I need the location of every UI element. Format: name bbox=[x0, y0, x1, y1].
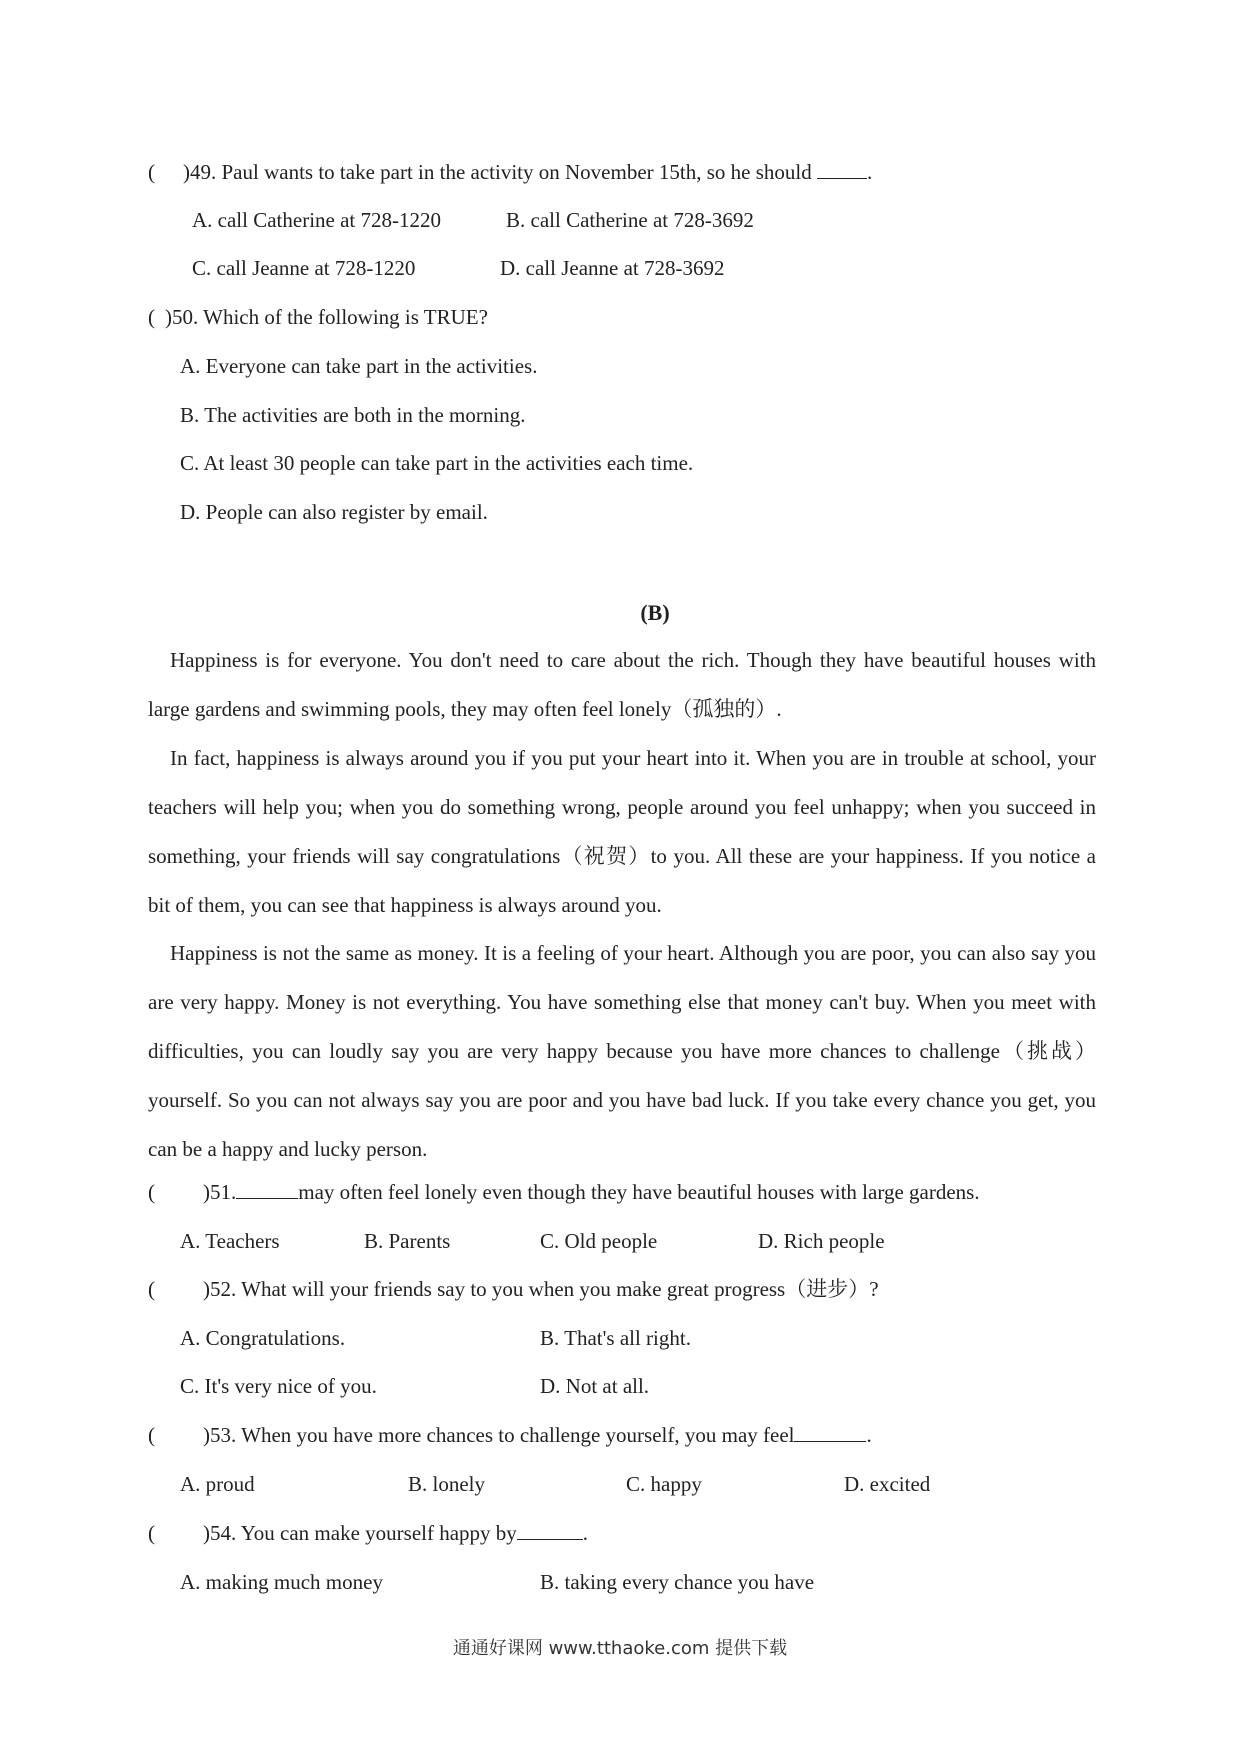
q52-option-d: D. Not at all. bbox=[540, 1374, 650, 1398]
passage-paragraph-3 bbox=[148, 929, 1096, 1174]
question-54-text: 54. You can make yourself happy by bbox=[210, 1521, 517, 1545]
q51-option-d: D. Rich people bbox=[758, 1229, 885, 1253]
q49-option-b: B. call Catherine at 728-3692 bbox=[506, 208, 754, 232]
question-53 bbox=[148, 1421, 872, 1449]
answer-paren-open: ( bbox=[148, 305, 155, 329]
q51-option-a: A. Teachers bbox=[180, 1229, 280, 1253]
answer-paren-close: ) bbox=[203, 1423, 210, 1447]
answer-paren-open: ( bbox=[148, 1277, 155, 1301]
answer-paren-close: ) bbox=[203, 1277, 210, 1301]
q52-option-c: C. It's very nice of you. bbox=[180, 1374, 377, 1398]
q52-option-b: B. That's all right. bbox=[540, 1326, 691, 1350]
passage-paragraph-3-text: Happiness is not the same as money. It is a feeling of your heart. Although you are poor, you can also say you are very happy. Money is not everything. You have something else that money can't buy. When you meet with difficulties, you can loudly say you are very happy because you have more chances to challenge（挑战）yourself. So you can not always say you are poor and you have bad luck. If you take every chance you get, you can be a happy and lucky person. bbox=[148, 941, 1096, 1161]
footer-watermark: 通通好课网 www.tthaoke.com 提供下载 bbox=[452, 1638, 788, 1659]
passage-paragraph-2-text: In fact, happiness is always around you if you put your heart into it. When you are in trouble at school, your teachers will help you; when you do something wrong, people around you feel unhappy; when you succeed in something, your friends will say congratulations（祝贺）to you. All these are your happiness. If you notice a bit of them, you can see that happiness is always around you. bbox=[148, 746, 1096, 917]
q53-option-a: A. proud bbox=[180, 1472, 255, 1496]
question-54-end: . bbox=[582, 1521, 589, 1545]
q50-option-d: D. People can also register by email. bbox=[180, 500, 488, 524]
q54-option-a: A. making much money bbox=[180, 1570, 383, 1594]
q49-option-d: D. call Jeanne at 728-3692 bbox=[500, 256, 725, 280]
question-51-text: may often feel lonely even though they have beautiful houses with large gardens. bbox=[298, 1180, 980, 1204]
q53-option-d: D. excited bbox=[844, 1472, 931, 1496]
q52-option-a: A. Congratulations. bbox=[180, 1326, 346, 1350]
question-49 bbox=[148, 158, 872, 186]
q53-option-b: B. lonely bbox=[408, 1472, 485, 1496]
answer-blank bbox=[236, 1180, 298, 1199]
answer-paren-close: ) bbox=[183, 160, 190, 184]
passage-paragraph-1-text: Happiness is for everyone. You don't need to care about the rich. Though they have beautiful houses with large gardens and swimming pools, they may often feel lonely（孤独的）. bbox=[148, 648, 1096, 721]
question-52 bbox=[148, 1275, 879, 1303]
q54-option-b: B. taking every chance you have bbox=[540, 1570, 815, 1594]
question-49-text: 49. Paul wants to take part in the activity on November 15th, so he should bbox=[190, 160, 812, 184]
q50-option-b: B. The activities are both in the morning. bbox=[180, 403, 526, 427]
q49-option-c: C. call Jeanne at 728-1220 bbox=[192, 256, 416, 280]
question-51 bbox=[148, 1178, 980, 1206]
question-54 bbox=[148, 1519, 588, 1547]
answer-blank bbox=[517, 1521, 583, 1540]
q51-option-c: C. Old people bbox=[540, 1229, 658, 1253]
question-51-number: 51. bbox=[210, 1180, 237, 1204]
question-49-end: . bbox=[866, 160, 873, 184]
answer-paren-open: ( bbox=[148, 1521, 155, 1545]
passage-paragraph-1 bbox=[148, 636, 1096, 734]
q53-option-c: C. happy bbox=[626, 1472, 702, 1496]
answer-blank bbox=[817, 160, 867, 179]
section-title: (B) bbox=[640, 600, 670, 625]
question-53-text: 53. When you have more chances to challenge yourself, you may feel bbox=[210, 1423, 795, 1447]
answer-paren-open: ( bbox=[148, 160, 155, 184]
q49-option-a: A. call Catherine at 728-1220 bbox=[192, 208, 442, 232]
answer-paren-close: ) bbox=[203, 1180, 210, 1204]
q50-option-c: C. At least 30 people can take part in the activities each time. bbox=[180, 451, 694, 475]
answer-paren-open: ( bbox=[148, 1423, 155, 1447]
question-50 bbox=[148, 303, 488, 331]
question-52-text: 52. What will your friends say to you when you make great progress（进步）? bbox=[210, 1277, 879, 1301]
question-50-text: 50. Which of the following is TRUE? bbox=[172, 305, 488, 329]
q50-option-a: A. Everyone can take part in the activities. bbox=[180, 354, 538, 378]
question-53-end: . bbox=[866, 1423, 872, 1447]
answer-paren-open: ( bbox=[148, 1180, 155, 1204]
q51-option-b: B. Parents bbox=[364, 1229, 451, 1253]
answer-paren-close: ) bbox=[203, 1521, 210, 1545]
answer-paren-close: ) bbox=[165, 305, 172, 329]
passage-paragraph-2 bbox=[148, 734, 1096, 930]
answer-blank bbox=[794, 1423, 866, 1442]
